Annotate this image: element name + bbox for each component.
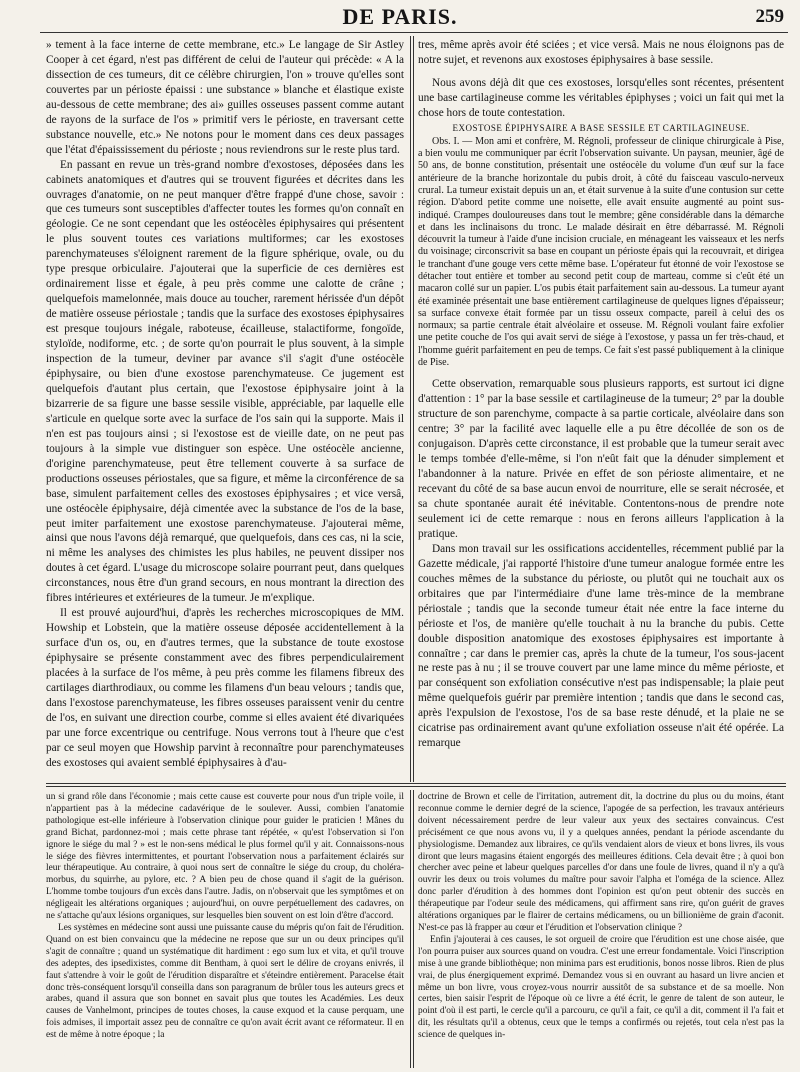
observation-text: Obs. I. — Mon ami et confrère, M. Régnoli, professeur de clinique chirurgicale à Pise, a bien voulu me communiquer par écrit l'observation suivante. Un paysan, meunier, âgé de 50 ans, de bonne constitution, présentait une ostéocèle du volume d'un œuf sur la face antérieure de la branche horizontale du pubis droit, à côté du faisceau vasculo-nerveux crural. La tumeur existait depuis un an, et était survenue à la suite d'une contusion sur cette région. D'abord petite comme une noisette, elle avait ensuite augmenté au point sus-indiqué. Crampes douloureuses dans tout le membre; gêne considérable dans la démarche et dans les inclinaisons du tronc. Le malade désirait en être débarrassé. M. Régnoli découvrit la tumeur à l'aide d'une incision cruciale, en ménageant les vaisseaux et les nerfs du voisinage; circonscrivit sa base en coupant un périoste épais qui la recouvrait, et dirigea le tranchant d'une gouge vers cette même base. L'opérateur fut étonné de voir l'exostose se détacher tout entière et tomber au second petit coup de marteau, comme si c'eût été un macaron collé sur un papier. L'os pubis était parfaitement sain au-dessous. La tumeur ayant été examinée présentait une base entièrement cartilagineuse de quelques lignes d'épaisseur; sa surface convexe était formée par un tissu osseux compacte, pareil à celui des os normaux; sa partie centrale était alvéolaire et osseuse. M. Régnoli voulant faire exfolier une petite couche de l'os qui avait servi de siége à l'exostose, y passa un fer très-chaud, et l'homme guérit parfaitement en peu de temps. Ce fait s'est passé publiquement à la clinique de Pise. (418, 135, 784, 369)
column-divider (413, 36, 414, 782)
section-rule (46, 783, 786, 784)
paragraph: Il est prouvé aujourd'hui, d'après les recherches microscopiques de MM. Howship et Lobstein, que la matière osseuse déposée accidentellement à la surface d'un os, ou, en d'autres termes, que la substance de toute exostose épiphysaire se présente constamment avec des fibres perpendiculairement placées à la surface de l'os même, à peu près comme les filamens fibreux des cartilages diarthrodiaux, ou comme les filamens d'un beau velours ; tandis que, dans l'exostose parenchymateuse, les fibres osseuses paraissent venir du centre de l'os, en suivant une direction courbe, comme si elles avaient été divariquées par une force excentrique ou centrifuge. Nous verrons tout à l'heure que c'est par ce seul moyen que Howship parvint à reconnaître pour parenchymateuses des exostoses qui avaient semblé épiphysaires à d'au- (46, 607, 404, 769)
column-left (46, 38, 404, 780)
paragraph: Nous avons déjà dit que ces exostoses, lorsqu'elles sont récentes, présentent une base cartilagineuse comme les véritables épiphyses ; voici un fait qui met la chose hors de toute contestation. (418, 76, 784, 119)
paragraph: » tement à la face interne de cette membrane, etc.» Le langage de Sir Astley Cooper à cet égard, n'est pas différent de celui de l'auteur qui précède: « A la dissection de ces tumeurs, dit ce célèbre chirurgien, l'on » trouve qu'elles sont couvertes par un périoste épaissi : une substance » blanche et élastique existe au-dessous de cette membrane; des ai» guilles osseuses passent comme autant de rayons de la surface de l'os » primitif vers le périoste, en traversant cette substance nouvelle, etc.» Ne notons pour le moment dans ces deux passages que l'état d'épaississement du périoste ; nous reviendrons sur le reste plus tard. (46, 39, 404, 156)
section-rule (46, 786, 786, 787)
paragraph: Les systèmes en médecine sont aussi une puissante cause du mépris qu'on fait de l'érudition. Quand on est bien convaincu que la médecine ne repose que sur un ou deux principes qu'il s'agit de connaître ; quand un systématique dit hardiment : ego sum lux et vita, et qu'il trouve des adeptes, des ipsedixistes, comme dit Bentham, à quoi sert le délire de croyans enivrés, il faut s'attendre à voir le goût de l'érudition disparaître et s'éteindre entièrement. Paracelse était donc très-conséquent lorsqu'il conseilla dans son paragranum de brûler tous les auteurs grecs et arabes, quand il assura que son bonnet en savait plus que toutes les Académies. Les deux causes de Vanhelmont, principes de toutes choses, la cause exquod et la cause perquam, une fois admises, il importait assez peu de connaître ce qu'on avait écrit avant ce réformateur. Il en est de même à notre époque ; la (46, 922, 404, 1041)
page-number: 259 (755, 6, 784, 27)
column-divider (410, 36, 411, 782)
page-title: DE PARIS. (342, 4, 458, 29)
column-divider (413, 790, 414, 1068)
paragraph: tres, même après avoir été sciées ; et vice versâ. Mais ne nous éloignons pas de notre sujet, et revenons aux exostoses épiphysaires à base sessile. (418, 39, 784, 66)
paragraph: En passant en revue un très-grand nombre d'exostoses, déposées dans les cabinets anatomiques et d'autres qui se trouvent figurées et décrites dans les ouvrages d'anatomie, on ne peut manquer d'être frappé d'une chose, savoir : que ces tumeurs sont susceptibles d'affecter toutes les formes qu'on connaît en géologie. Ce ne sont cependant que les ostéocèles épiphysaires qui présentent le plus souvent toutes ces variations multiformes; car les exostoses parenchymateuses s'éloignent rarement de la figure sphérique, ovale, ou du type presque orbiculaire. J'ajouterai que la superficie de ces dernières est ordinairement lisse et égale, à peu près comme une calotte de crâne ; quelquefois mamelonnée, mais douce au toucher, rarement hérissée d'un dépôt de matière osseuse périostale ; tandis que la surface des exostoses épiphysaires est presque toujours inégale, raboteuse, écailleuse, stalactiforme, fongoïde, styloïde, nodiforme, etc. ; de sorte qu'on pourrait le plus souvent, à la simple inspection de la tumeur, deviner par avance s'il s'agit d'une ostéocèle épiphysaire, ou bien d'une exostose parenchymateuse. Ce jugement est quelquefois d'autant plus certain, que l'exostose épiphysaire joint à la bizarrerie de sa figure une basse sessile visible, appréciable, par laquelle elle s'articule en quelque sorte avec la surface de l'os sain qui la supporte. Mais il n'en est pas toujours ainsi ; si l'exostose est de vieille date, on ne peut pas toujours à la simple vue distinguer son espèce. Une ostéocèle ancienne, d'origine parenchymateuse, peut être tellement couverte à sa surface de productions osseuses périostales, que sa figure, et même la circonférence de sa base, simulent parfaitement celles des exostoses épiphysaires ; et vice versâ, une ostéocèle épiphysaire, déjà cimentée avec la substance de l'os de la base, peut imiter parfaitement une exostose parenchymateuse. J'ajouterai même, ainsi que nous l'avons déjà remarqué, que quelquefois, dans ces cas, ni la scie, ni même les analyses des chimistes les plus habiles, ne peuvent dissiper nos doutes à cet égard. L'usage du microscope solaire pourrant peut, dans quelques circonstances, nous être d'un grand secours, en nous montrant la direction des fibres intérieures et extérieures de la tumeur. Je m'explique. (46, 158, 404, 605)
paragraph: Enfin j'ajouterai à ces causes, le sot orgueil de croire que l'érudition est une chose aisée, que l'on pourra puiser aux sources quand on voudra. C'est une erreur fondamentale. Voici l'inscription mise à une grande bibliothèque; non minima pars est eruditionis, bonos nosse libros. Rien de plus vrai, de plus énergiquement exprimé. Demandez vous si en ouvrant au hasard un livre ancien et même un bon livre, vous croyez-vous nourrir aussitôt de sa substance et de sa moelle. Non certes, bien saisir l'esprit de l'époque où ce livre a été écrit, le genre de talent de son auteur, le point d'où il est parti, le cercle qu'il a parcouru, ce qu'il a fait, ce qu'il a dit, comment il l'a fait et dit, les résultats qu'il a obtenus, ceux que le temps a confirmés ou rejetés, tout cela n'est pas la science de quelques in- (418, 934, 784, 1041)
paragraph: un si grand rôle dans l'économie ; mais cette cause est couverte pour nous d'un triple voile, il n'appartient pas à la médecine cadavérique de le soulever. Aussi, combien l'anatomie pathologique est-elle inférieure à l'observation clinique pour guider le praticien ! Mânes du grand Bichat, pardonnez-moi ; mais cette phrase tant répétée, « qu'est l'observation si l'on ignore le siége du mal ? » est le non-sens médical le plus formel qu'il y ait. Connaissons-nous le siége des fièvres intermittentes, et pourtant l'observation nous a parfaitement éclairés sur leur thérapeutique. Au contraire, à quoi nous sert de connaître le siége du croup, du choléra-morbus, du squirrhe, au pylore, etc. ? A bien peu de chose quand il s'agit de la guérison. L'homme tombe toujours d'un excès dans l'autre. Jadis, on n'observait que les symptômes et on négligeait les altérations organiques ; aujourd'hui, on ouvre perpétuellement des cadavres, on ne s'attache qu'aux lésions organiques, sur lesquelles bien souvent on est loin d'être d'accord. (46, 792, 404, 922)
paragraph: Dans mon travail sur les ossifications accidentelles, récemment publié par la Gazette médicale, j'ai rapporté l'histoire d'une tumeur analogue formée entre les couches mêmes de la substance du périoste, ou plutôt qui ne touchait aux os orbitaires que par l'intermédiaire d'une lame très-mince de la membrane périostale ; tandis que la seconde tumeur était née entre la face interne du périoste et l'os, de manière qu'elle touchait à nu la branche du pubis. Cette double disposition anatomique des exostoses épiphysaires est importante à connaître ; car dans le premier cas, après la chute de la tumeur, l'os sous-jacent ne reste pas à nu ; il se trouve couvert par une lame mince du même périoste, et par conséquent son exfoliation consécutive n'est pas indispensable; la plaie peut même quelquefois guérir par première intention ; tandis que dans le second cas, après l'expulsion de l'exostose, l'os de sa base reste dénudé, et la plaie ne se cicatrise pas ordinairement avant qu'une exfoliation osseuse n'ait été opérée. La remarque (418, 542, 784, 750)
feuilleton-right (418, 792, 784, 1067)
section-heading: EXOSTOSE ÉPIPHYSAIRE A BASE SESSILE ET CARTILAGINEUSE. (452, 122, 750, 133)
column-divider (410, 790, 411, 1068)
feuilleton-left (46, 792, 404, 1067)
page-header (0, 4, 800, 30)
column-right (418, 38, 784, 780)
paragraph: Cette observation, remarquable sous plusieurs rapports, est surtout ici digne d'attention : 1° par la base sessile et cartilagineuse de la tumeur; 2° par la double structure de son parenchyme, compacte à sa partie corticale, alvéolaire dans son centre; 3° par la facilité avec laquelle elle a pu être décollée de son os de conjugaison. D'après cette circonstance, il est probable que la tumeur serait avec le temps tombée d'elle-même, si l'on n'eût fait que la dénuder simplement et l'abandonner à la nature. Privée en effet de son périoste alimentaire, et ne recevant du côté de sa base aucun envoi de nourriture, elle se serait nécrosée, et sa chute spontanée aurait été inévitable. Contentons-nous de prendre note seulement ici de cette remarque : nous en ferons ailleurs l'application à la pratique. (418, 378, 784, 540)
header-rule (40, 32, 788, 33)
paragraph: doctrine de Brown et celle de l'irritation, autrement dit, la doctrine du plus ou du moins, étant reconnue comme le dernier degré de la science, l'apogée de sa perfection, les travaux antérieurs doivent nécessairement perdre de leur valeur aux yeux des sectaires convaincus. C'est précisément ce que nous avons vu, il y a quelques années, pendant la période ascendante du physiologisme. Demandez aux libraires, ce qu'ils vendaient alors de vieux et bons livres, ils vous diront que leurs magasins étaient engorgés des meilleures éditions. Cela devait être ; à quoi bon chercher avec peine et labeur quelques parcelles d'or dans une foule de livres, quand il n'y a qu'à ouvrir les deux ou trois volumes du maître pour savoir l'alpha et l'oméga de la science. Allez donc parler d'érudition à des hommes dont l'opinion est qu'on peut obtenir des succès en thérapeutique par l'odeur seule des médicamens, qui affirment sans rire, qu'on guérit de graves altérations organiques par le flairer de certains médicamens, ou un billionième de grain d'aconit. N'est-ce pas là frapper au cœur et l'érudition et l'observation clinique ? (418, 792, 784, 933)
